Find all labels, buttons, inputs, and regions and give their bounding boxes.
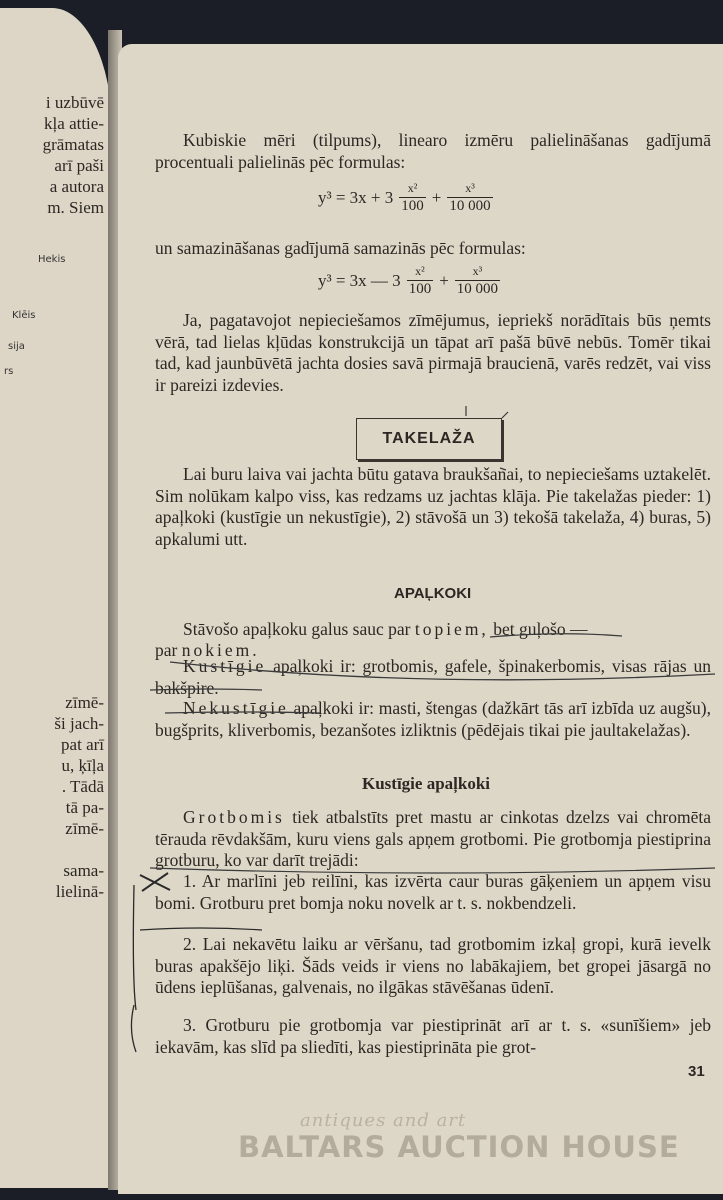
- left-fragment: ši jach-: [54, 714, 104, 733]
- formula-lhs: y³ = 3x + 3: [318, 187, 394, 207]
- text-run: apaļkoki ir: masti, štengas (dažkārt tās arī izbīda uz augšu), bugšprits, kliverbomis, bezanšotes izliktnis (pēdējais tikai pie jaultakelažas).: [155, 698, 711, 740]
- left-fragment: a autora: [49, 177, 104, 196]
- formula-decrease: [318, 263, 500, 298]
- left-fragment: arī paši: [54, 156, 104, 175]
- denominator: 10 000: [456, 281, 499, 297]
- term-topiem: topiem,: [414, 619, 489, 639]
- fraction: [447, 180, 492, 215]
- term-grotbomis: Grotbomis: [183, 807, 285, 827]
- numerator: x³: [465, 181, 475, 195]
- numerator: x³: [472, 264, 483, 278]
- list-item-3: 3. Grotburu pie grotbomja var piestiprināt arī ar t. s. «sunīšiem» jeb iekavām, kas slīd pa sliedīti, kas piestiprināta pie grot-: [155, 1015, 711, 1057]
- text-run: Stāvošo apaļkoku galus sauc par: [183, 619, 411, 639]
- left-fragment: i uzbūvē: [45, 93, 104, 112]
- denominator: 100: [408, 281, 432, 297]
- numerator: x²: [415, 264, 425, 278]
- left-fragment: . Tādā: [61, 777, 104, 796]
- left-fragment: u, ķīļa: [61, 756, 104, 775]
- subheading-apalkoki: APAĻKOKI: [394, 585, 472, 602]
- watermark-auction-house: BALTARS AUCTION HOUSE: [238, 1130, 680, 1164]
- decrease-line: un samazināšanas gadījumā samazinās pēc formulas:: [155, 238, 526, 258]
- handwritten-note: Klēis: [12, 310, 36, 321]
- left-fragment: lielinā-: [55, 882, 104, 901]
- text-run: bet guļošo —: [493, 619, 588, 639]
- nekustigie-paragraph: [155, 698, 711, 741]
- formula-increase: [318, 180, 493, 215]
- text-run: tiek atbalstīts pret mastu ar cinkotas dzelzs vai chromēta tērauda rēvdakšām, kuru viens gals apņem grotbomi. Pie grotbomja piestiprina grotburu, ko var darīt trejādi:: [155, 807, 712, 871]
- term-kustigie: Kustīgie: [183, 656, 267, 676]
- denominator: 100: [401, 198, 424, 214]
- term-nekustigie: Nekustīgie: [183, 698, 289, 718]
- watermark-tagline: antiques and art: [300, 1110, 467, 1131]
- left-fragment: pat arī: [61, 735, 104, 754]
- left-fragment: tā pa-: [65, 798, 104, 817]
- left-fragment: grāmatas: [42, 135, 104, 154]
- operator: +: [431, 187, 442, 207]
- list-item-1: 1. Ar marlīni jeb reilīni, kas izvērta caur buras gāķeniem un apņem visu bomi. Grotburu pret bomja noku novelk ar t. s. nokbendzeli.: [155, 871, 711, 913]
- warning-paragraph: Ja, pagatavojot nepieciešamos zīmējumus, iepriekš norādītais būs ņemts vērā, tad lielas kļūdas konstrukcijā un tāpat arī pašā būvē nebūs. Tomēr tikai tad, kad jaunbūvētā jachta dosies savā pirmajā braucienā, varēs redzēt, vai viss ir pareizi izdevies.: [155, 310, 711, 395]
- denominator: 10 000: [449, 198, 491, 214]
- subheading-kustigie: Kustīgie apaļkoki: [362, 774, 491, 793]
- formula-lhs: y³ = 3x — 3: [318, 270, 401, 290]
- intro-paragraph: Kubiskie mēri (tilpums), linearo izmēru palielināšanas gadījumā procentuali palielinās pēc formulas:: [155, 130, 711, 172]
- left-fragment: m. Siem: [47, 198, 104, 217]
- fraction: [399, 180, 426, 215]
- operator: +: [439, 270, 449, 290]
- left-fragment: kļa attie-: [44, 114, 104, 133]
- text-run: apaļkoki ir: grotbomis, gafele, špinakerbomis, visas rājas un bakšpire.: [155, 656, 711, 698]
- text-run: par: [155, 640, 178, 660]
- kustigie-paragraph: [155, 656, 711, 699]
- left-fragment: zīmē-: [65, 693, 104, 712]
- grotbomis-paragraph: [155, 807, 711, 872]
- handwritten-note: Hekis: [38, 254, 66, 265]
- left-page: [0, 8, 112, 1188]
- fraction: [455, 263, 500, 298]
- handwritten-note: sija: [8, 341, 25, 352]
- apalkoki-line: [155, 619, 711, 641]
- list-item-2: 2. Lai nekavētu laiku ar vēršanu, tad grotbomim izkaļ gropi, kurā ievelk buras apakšējo liķi. Šāds veids ir viens no labākajiem, bet gropei jāsargā no ūdens ieplūšanas, galvenais, no ilgākas stāvēšanas ūdenī.: [155, 934, 711, 998]
- numerator: x²: [407, 181, 418, 195]
- handwritten-note: rs: [4, 366, 14, 377]
- page-number: 31: [688, 1063, 705, 1080]
- left-fragment: sama-: [63, 861, 104, 880]
- fraction: [407, 263, 434, 298]
- takelaza-paragraph: Lai buru laiva vai jachta būtu gatava braukšanai, to nepieciešams uztakelēt. Sim nolūkam kalpo viss, kas redzams uz jachtas klāja. Pie takelažas pieder: 1) apaļkoki (kustīgie un nekustīgie), 2) stāvošā un 3) tekošā takelaža, 4) buras, 5) apkalumi utt.: [155, 464, 711, 549]
- left-fragment: zīmē-: [65, 819, 104, 838]
- section-heading-takelaza: TAKELAŽA: [356, 418, 502, 460]
- term-nokiem: nokiem.: [181, 640, 260, 660]
